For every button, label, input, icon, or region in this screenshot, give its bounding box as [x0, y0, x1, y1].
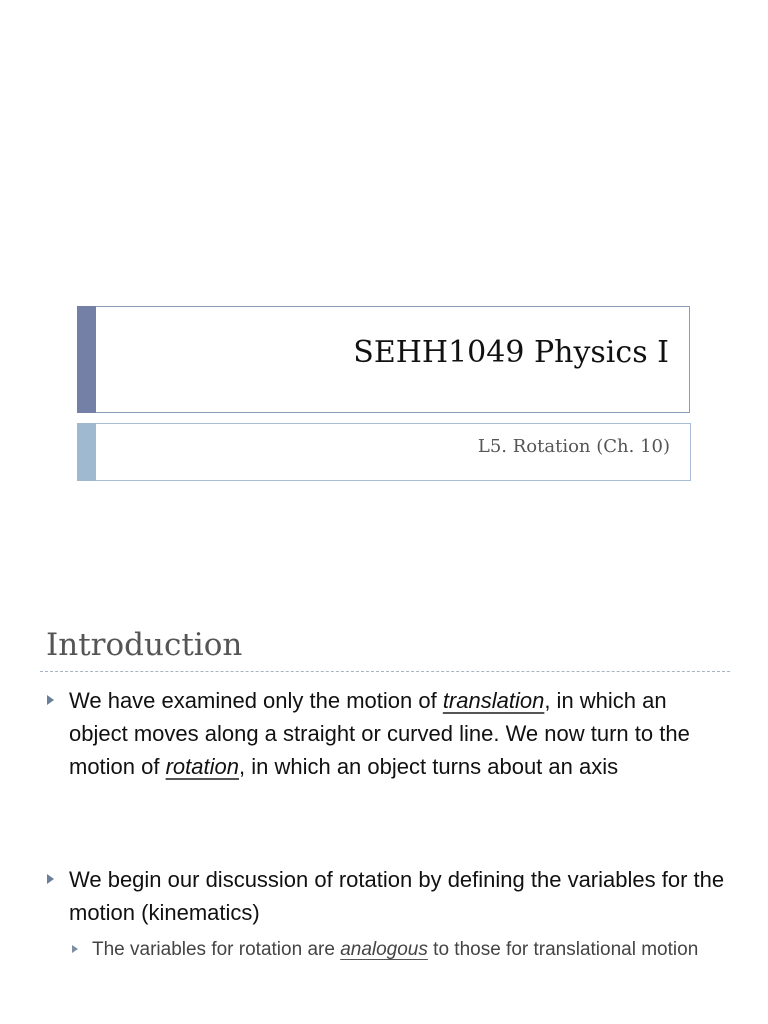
title-box — [77, 306, 690, 413]
section-heading: Introduction — [46, 627, 243, 663]
heading-divider — [40, 671, 730, 672]
slide-subtitle: L5. Rotation (Ch. 10) — [477, 436, 670, 457]
bullet-item — [69, 863, 729, 929]
bullet-arrow-icon — [47, 874, 54, 884]
sub-bullet-text: to those for translational motion — [427, 939, 699, 960]
bullet-text: , in which an object moves along a straight or curved line. We now turn to the motion of — [69, 688, 690, 779]
sub-bullet-arrow-icon — [72, 945, 78, 953]
subtitle-accent-bar — [77, 423, 96, 481]
term-translation: translation — [442, 688, 545, 713]
slide-title: SEHH1049 Physics I — [353, 335, 669, 370]
bullet-text: We begin our discussion of rotation by defining the variables for the motion (kinematics) — [69, 867, 725, 925]
subtitle-box — [77, 423, 691, 481]
bullet-text: , in which an object turns about an axis — [239, 754, 619, 779]
bullet-arrow-icon — [47, 695, 54, 705]
sub-bullet-item — [92, 935, 712, 964]
title-accent-bar — [77, 306, 96, 413]
term-analogous: analogous — [340, 939, 428, 960]
bullet-text: We have examined only the motion of — [69, 688, 443, 713]
term-rotation: rotation — [165, 754, 239, 779]
sub-bullet-text: The variables for rotation are — [92, 939, 341, 960]
bullet-item — [69, 684, 729, 783]
